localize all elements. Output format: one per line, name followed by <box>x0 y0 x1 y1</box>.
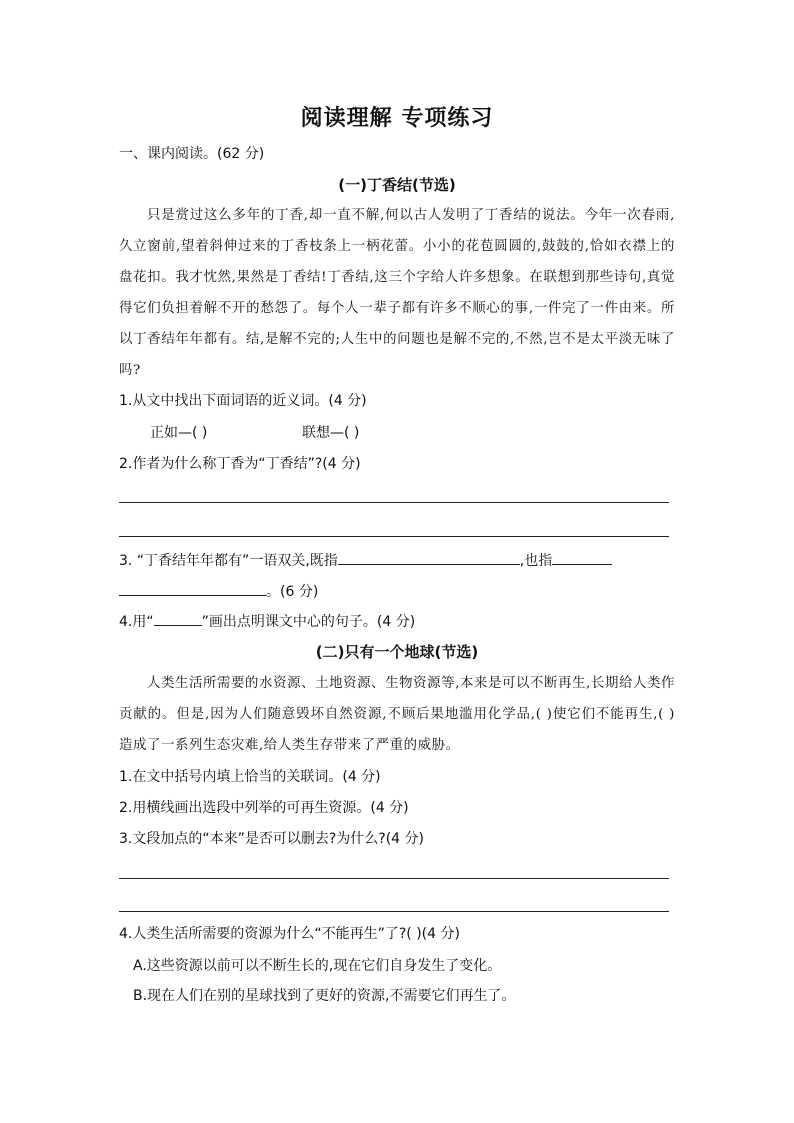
page-title: 阅读理解 专项练习 <box>300 105 494 131</box>
passage1-q2: 2.作者为什么称丁香为“丁香结”?(4 分) <box>119 456 361 472</box>
passage1-q1-answer-a[interactable]: 正如—( ) <box>150 425 208 441</box>
passage1-text: 只是赏过这么多年的丁香,却一直不解,何以古人发明了丁香结的说法。今年一次春雨,久立窗前,望着斜伸过来的丁香枝条上一柄花蕾。小小的花苞圆圆的,鼓鼓的,恰如衣襟上的盘花扣。我才忱然,果然是丁香结!丁香结,这三个字给人许多想象。在联想到那些诗句,真觉得它们负担着解不开的愁怨了。每个人一辈子都有许多不顺心的事,一件完了一件由来。所以丁香结年年都有。结,是解不完的;人生中的问题也是解不完的,不然,岂不是太平淡无味了吗? <box>119 208 675 378</box>
passage1-q1-answer-b[interactable]: 联想—( ) <box>302 425 360 441</box>
passage1-q3-line2 <box>119 581 318 602</box>
part1-heading: 一、课内阅读。(62 分) <box>119 146 265 162</box>
answer-line[interactable] <box>119 502 669 503</box>
option-b[interactable]: B.现在人们在别的星球找到了更好的资源,不需要它们再生了。 <box>133 988 516 1004</box>
passage2-q1: 1.在文中括号内填上恰当的关联词。(4 分) <box>119 769 381 785</box>
q3-text-c: 。(6 分) <box>266 584 319 600</box>
passage2-q4: 4.人类生活所需要的资源为什么“不能再生”了?( )(4 分) <box>119 926 460 942</box>
passage1-q4 <box>119 611 415 632</box>
q4-underline-sample <box>154 611 202 626</box>
q4-text-a: 4.用“ <box>119 614 154 630</box>
q3-text-b: ,也指 <box>519 553 553 569</box>
passage1-subtitle: (一)丁香结(节选) <box>338 176 456 194</box>
passage2-subtitle: (二)只有一个地球(节选) <box>315 643 479 661</box>
passage2-q2: 2.用横线画出选段中列举的可再生资源。(4 分) <box>119 800 409 816</box>
passage2-q3: 3.文段加点的“本来”是否可以删去?为什么?(4 分) <box>119 831 425 847</box>
passage2-text: 人类生活所需要的水资源、土地资源、生物资源等,本来是可以不断再生,长期给人类作贡献的。但是,因为人们随意毁坏自然资源,不顾后果地滥用化学品,( )使它们不能再生,( )造成了一系列生态灾难,给人类生存带来了严重的威胁。 <box>119 676 675 753</box>
option-a[interactable]: A.这些资源以前可以不断生长的,现在它们自身发生了变化。 <box>133 958 502 974</box>
q4-text-b: ”画出点明课文中心的句子。(4 分) <box>201 614 416 630</box>
answer-line[interactable] <box>119 911 669 912</box>
q3-blank-2-cont[interactable] <box>119 581 266 596</box>
q3-blank-2[interactable] <box>552 550 612 565</box>
passage1-q1: 1.从文中找出下面词语的近义词。(4 分) <box>119 393 367 409</box>
q3-text-a: 3. “丁香结年年都有”一语双关,既指 <box>119 553 338 569</box>
q3-blank-1[interactable] <box>338 550 520 565</box>
answer-line[interactable] <box>119 878 669 879</box>
passage1-q3-line1 <box>119 550 612 571</box>
answer-line[interactable] <box>119 536 669 537</box>
